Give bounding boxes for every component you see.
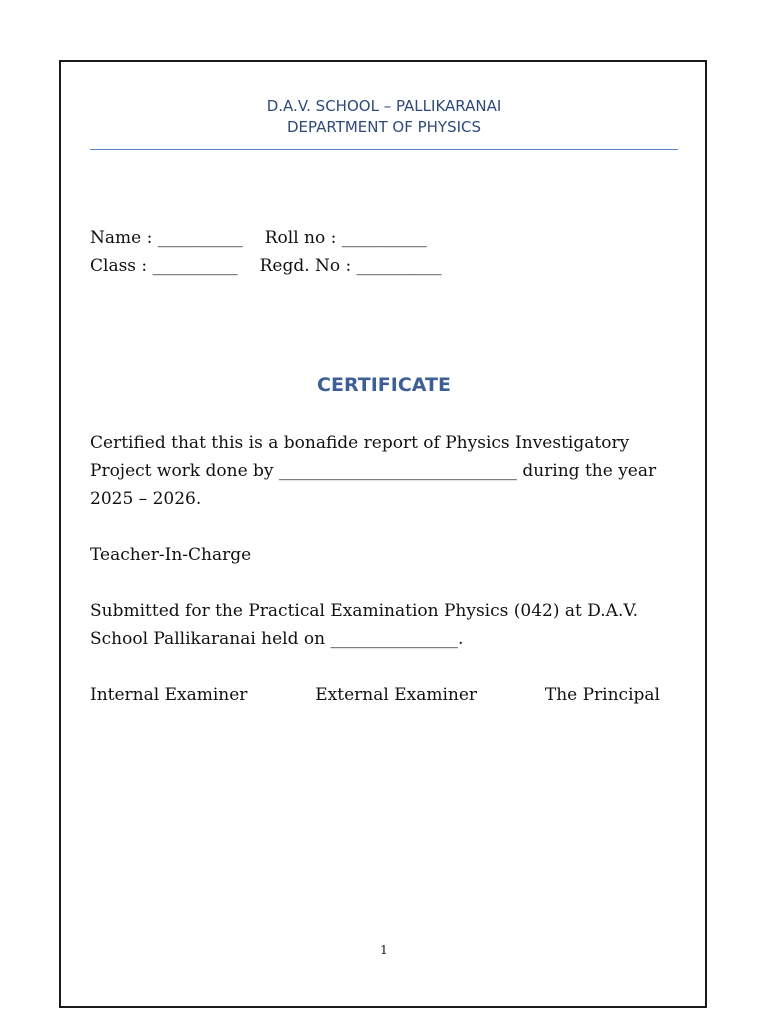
name-field: Name : __________ — [90, 228, 243, 248]
teacher-in-charge: Teacher-In-Charge — [90, 545, 252, 565]
page-number: 1 — [380, 943, 388, 957]
certificate-body: Certified that this is a bonafide report of Physics Investigatory Project work done by ____________________________ during the year 2025 – 2026. — [90, 433, 657, 509]
fields-row-2 — [90, 252, 442, 280]
principal: The Principal — [544, 685, 660, 705]
certificate-title: CERTIFICATE — [317, 374, 451, 396]
student-fields — [90, 224, 442, 280]
internal-examiner: Internal Examiner — [90, 685, 248, 705]
submission-statement: Submitted for the Practical Examination Physics (042) at D.A.V. School Pallikaranai held on _______________. — [90, 601, 639, 649]
external-examiner: External Examiner — [315, 685, 478, 705]
regd-no-field: Regd. No : __________ — [259, 256, 442, 276]
school-name: D.A.V. SCHOOL – PALLIKARANAI — [266, 97, 502, 115]
document-header — [90, 96, 678, 138]
signature-row — [90, 681, 660, 709]
class-field: Class : __________ — [90, 256, 238, 276]
header-divider — [90, 149, 678, 150]
department-name: DEPARTMENT OF PHYSICS — [286, 118, 482, 136]
fields-row-1 — [90, 224, 442, 252]
page-border — [59, 60, 707, 1008]
roll-no-field: Roll no : __________ — [264, 228, 427, 248]
